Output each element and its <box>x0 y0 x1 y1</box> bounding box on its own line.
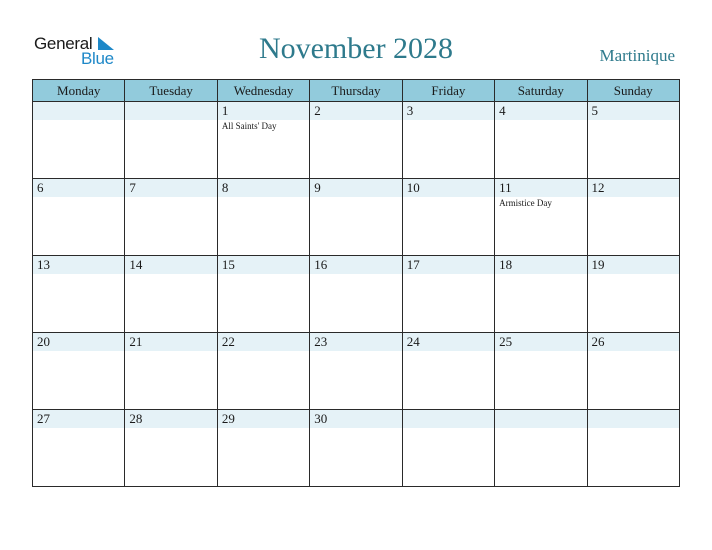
day-number: 1 <box>218 102 309 120</box>
weekday-header: Thursday <box>310 80 402 102</box>
day-cell <box>125 410 217 487</box>
day-number: 18 <box>495 256 586 274</box>
day-number: 2 <box>310 102 401 120</box>
day-number <box>125 102 216 120</box>
day-cell <box>495 333 587 410</box>
week-row <box>33 333 680 410</box>
day-number <box>495 410 586 428</box>
week-row <box>33 410 680 487</box>
day-number: 21 <box>125 333 216 351</box>
day-number: 25 <box>495 333 586 351</box>
day-number: 22 <box>218 333 309 351</box>
day-cell <box>495 179 587 256</box>
day-cell <box>217 256 309 333</box>
day-cell <box>33 179 125 256</box>
day-number: 6 <box>33 179 124 197</box>
day-cell <box>495 102 587 179</box>
day-cell <box>587 333 679 410</box>
day-cell <box>125 333 217 410</box>
day-cell <box>402 179 494 256</box>
day-number <box>588 410 679 428</box>
day-number: 10 <box>403 179 494 197</box>
week-row <box>33 256 680 333</box>
logo-general-text: General <box>34 34 93 53</box>
day-number: 15 <box>218 256 309 274</box>
day-cell <box>402 256 494 333</box>
day-cell <box>495 410 587 487</box>
weekday-header: Sunday <box>587 80 679 102</box>
day-number <box>33 102 124 120</box>
day-cell <box>33 102 125 179</box>
logo-blue-text: Blue <box>81 49 114 68</box>
calendar-grid <box>32 79 680 487</box>
day-number: 7 <box>125 179 216 197</box>
week-row <box>33 102 680 179</box>
weekday-header: Monday <box>33 80 125 102</box>
day-cell <box>310 410 402 487</box>
day-cell <box>402 102 494 179</box>
day-number: 8 <box>218 179 309 197</box>
day-cell <box>587 179 679 256</box>
weekday-header: Saturday <box>495 80 587 102</box>
day-number: 20 <box>33 333 124 351</box>
day-cell <box>125 102 217 179</box>
day-number: 16 <box>310 256 401 274</box>
day-number: 5 <box>588 102 679 120</box>
day-cell <box>217 333 309 410</box>
day-cell <box>310 102 402 179</box>
day-cell <box>310 179 402 256</box>
week-row <box>33 179 680 256</box>
day-cell <box>217 102 309 179</box>
holiday-label: Armistice Day <box>499 198 552 208</box>
day-cell <box>125 256 217 333</box>
day-cell <box>217 179 309 256</box>
day-number: 26 <box>588 333 679 351</box>
day-cell <box>402 333 494 410</box>
day-cell <box>587 102 679 179</box>
day-number: 3 <box>403 102 494 120</box>
day-cell <box>587 410 679 487</box>
day-cell <box>310 256 402 333</box>
day-number: 27 <box>33 410 124 428</box>
weekday-header: Tuesday <box>125 80 217 102</box>
day-cell <box>495 256 587 333</box>
day-number: 24 <box>403 333 494 351</box>
day-cell <box>310 333 402 410</box>
holiday-label: All Saints' Day <box>221 121 277 131</box>
day-number: 4 <box>495 102 586 120</box>
day-number: 29 <box>218 410 309 428</box>
region-label: Martinique <box>599 46 675 65</box>
weekday-header: Friday <box>402 80 494 102</box>
day-number: 12 <box>588 179 679 197</box>
day-number: 19 <box>588 256 679 274</box>
weekday-header: Wednesday <box>217 80 309 102</box>
day-number: 13 <box>33 256 124 274</box>
day-number: 28 <box>125 410 216 428</box>
day-cell <box>33 256 125 333</box>
day-cell <box>125 179 217 256</box>
day-number: 23 <box>310 333 401 351</box>
day-number: 11 <box>495 179 586 197</box>
day-number: 14 <box>125 256 216 274</box>
day-number: 9 <box>310 179 401 197</box>
day-cell <box>402 410 494 487</box>
day-number <box>403 410 494 428</box>
weekday-header-row <box>33 80 680 102</box>
day-number: 17 <box>403 256 494 274</box>
day-number: 30 <box>310 410 401 428</box>
calendar-title: November 2028 <box>258 32 454 65</box>
day-cell <box>33 410 125 487</box>
day-cell <box>33 333 125 410</box>
day-cell <box>217 410 309 487</box>
day-cell <box>587 256 679 333</box>
